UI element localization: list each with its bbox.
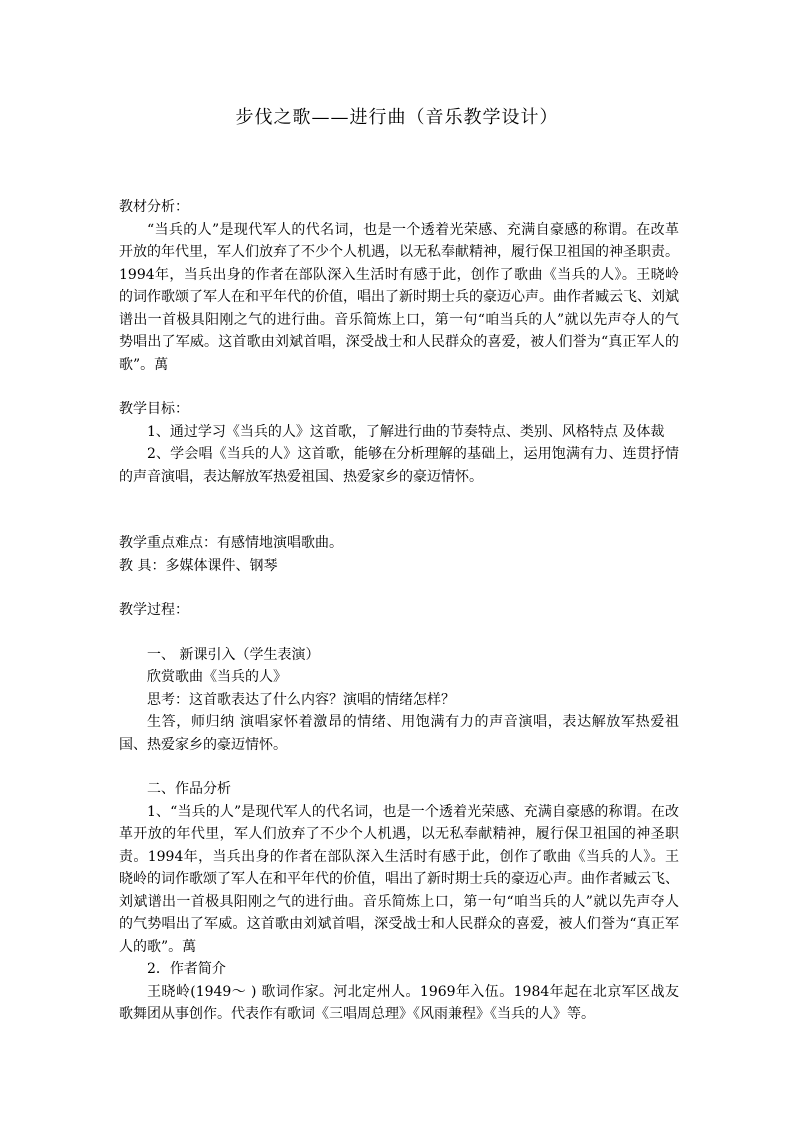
author-heading: 2．作者简介 (147, 961, 226, 977)
section-heading-process: 教学过程： (119, 602, 189, 618)
part1-line: 欣赏歌曲《当兵的人》 (147, 669, 287, 685)
analysis-paragraph: “当兵的人”是现代军人的代名词，也是一个透着光荣感、充满自豪感的称谓。在改革开放的年代里，军人们放弃了不少个人机遇，以无私奉献精神，履行保卫祖国的神圣职责。1994年，当兵出身的作者在部队深入生活时有感于此，创作了歌曲《当兵的人》。王晓岭的词作歌颂了军人在和平年代的价值，唱出了新时期士兵的豪迈心声。曲作者臧云飞、刘斌谱出一首极具阳刚之气的进行曲。音乐简炼上口，第一句“咱当兵的人”就以先声夺人的气势唱出了军威。这首歌由刘斌首唱，深受战士和人民群众的喜爱，被人们誉为“真正军人的歌”。萬 (119, 221, 679, 373)
part1-line: 生答，师归纳 演唱家怀着激昂的情绪、用饱满有力的声音演唱，表达解放军热爱祖国、热爱家乡的豪迈情怀。 (119, 714, 679, 753)
tools-line: 教 具：多媒体课件、钢琴 (119, 557, 278, 574)
spacer (119, 488, 679, 532)
part1-heading: 一、 新课引入（学生表演） (147, 646, 320, 663)
part2-paragraph: 1、“当兵的人”是现代军人的代名词，也是一个透着光荣感、充满自豪感的称谓。在改革开放的年代里，军人们放弃了不少个人机遇，以无私奉献精神，履行保卫祖国的神圣职责。1994年，当兵出身的作者在部队深入生活时有感于此，创作了歌曲《当兵的人》。王晓岭的词作歌颂了军人在和平年代的价值，唱出了新时期士兵的豪迈心声。曲作者臧云飞、刘斌谱出一首极具阳刚之气的进行曲。音乐简炼上口，第一句“咱当兵的人”就以先声夺人的气势唱出了军威。这首歌由刘斌首唱，深受战士和人民群众的喜爱，被人们誉为“真正军人的歌”。萬 (119, 803, 679, 955)
page-title: 步伐之歌——进行曲（音乐教学设计） (235, 107, 559, 128)
part2-heading: 二、作品分析 (147, 781, 231, 797)
spacer (119, 577, 679, 599)
goal-item: 2、学会唱《当兵的人》这首歌，能够在分析理解的基础上，运用饱满有力、连贯抒情的声音演唱，表达解放军热爱祖国、热爱家乡的豪迈情怀。 (119, 446, 679, 485)
section-heading-goals: 教学目标： (119, 401, 189, 417)
part1-line: 思考：这首歌表达了什么内容？演唱的情绪怎样？ (147, 691, 455, 708)
focus-line: 教学重点难点：有感情地演唱歌曲。 (119, 535, 343, 551)
document-body (119, 196, 679, 1026)
spacer (119, 756, 679, 778)
author-paragraph: 王晓岭(1949～ ) 歌词作家。河北定州人。1969年入伍。1984年起在北京军区战友歌舞团从事创作。代表作有歌词《三唱周总理》《风雨兼程》《当兵的人》等。 (119, 983, 679, 1022)
section-heading-analysis: 教材分析： (119, 199, 189, 215)
goal-item: 1、通过学习《当兵的人》这首歌，了解进行曲的节奏特点、类别、风格特点 及体裁 (147, 423, 665, 440)
spacer (119, 622, 679, 644)
spacer (119, 376, 679, 398)
